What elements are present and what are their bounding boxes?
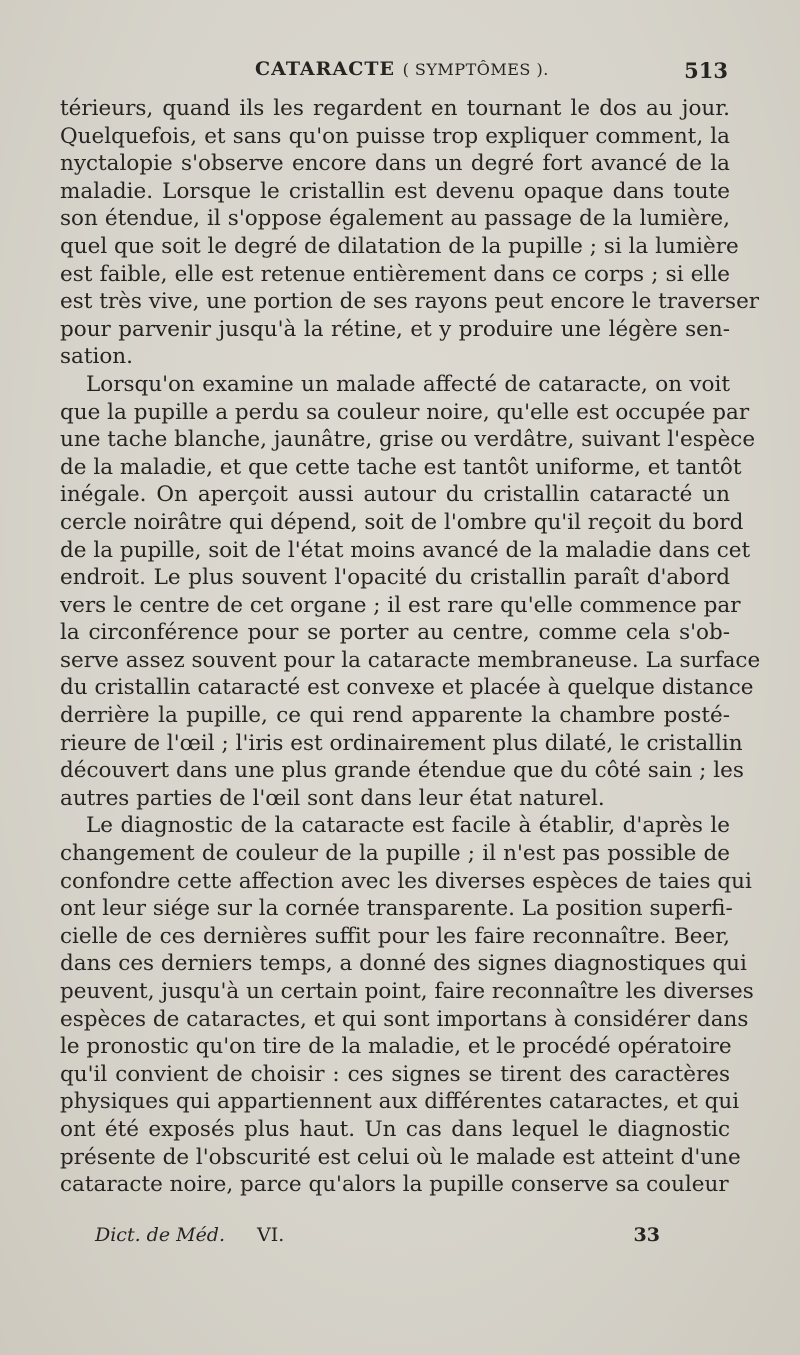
text-line: Quelquefois, et sans qu'on puisse trop expliquer comment, la (60, 123, 730, 149)
running-subtitle: ( SYMPTÔMES ). (402, 60, 549, 79)
text-line: cercle noirâtre qui dépend, soit de l'ombre qu'il reçoit du bord (60, 509, 744, 535)
text-line: découvert dans une plus grande étendue que du côté sain ; les (60, 758, 744, 784)
text-line: peuvent, jusqu'à un certain point, faire reconnaître les diverses (60, 979, 754, 1004)
text-line: maladie. Lorsque le cristallin est devenu opaque dans toute (60, 178, 730, 204)
text-line: nyctalopie s'observe encore dans un degré fort avancé de la (60, 151, 730, 177)
text-line: dans ces derniers temps, a donné des signes diagnostiques qui (60, 951, 747, 977)
paragraph (60, 371, 761, 813)
text-line: inégale. On aperçoit aussi autour du cristallin cataracté un (60, 482, 730, 508)
text-line: physiques qui appartiennent aux différentes cataractes, et qui (60, 1089, 740, 1115)
body-text (60, 95, 761, 1199)
text-line: ont leur siége sur la cornée transparente. La position superfi- (60, 896, 733, 922)
signature-sheet-number: 33 (633, 1224, 660, 1246)
page-footer (95, 1224, 660, 1252)
text-line: Lorsqu'on examine un malade affecté de cataracte, on voit (86, 371, 730, 397)
page-header (60, 58, 726, 92)
text-line: du cristallin cataracté est convexe et placée à quelque distance (60, 675, 754, 701)
text-line: derrière la pupille, ce qui rend apparente la chambre posté- (60, 703, 730, 729)
text-line: cielle de ces dernières suffit pour les faire reconnaître. Beer, (60, 923, 730, 949)
text-line: est très vive, une portion de ses rayons peut encore le traverser (60, 289, 760, 315)
text-line: une tache blanche, jaunâtre, grise ou verdâtre, suivant l'espèce (60, 427, 756, 453)
text-line: espèces de cataractes, et qui sont importans à considérer dans (60, 1006, 749, 1032)
text-line: cataracte noire, parce qu'alors la pupille conserve sa couleur (60, 1172, 729, 1198)
text-line: son étendue, il s'oppose également au passage de la lumière, (60, 206, 730, 232)
text-line: rieure de l'œil ; l'iris est ordinairement plus dilaté, le cristallin (60, 730, 743, 756)
running-head (255, 58, 549, 80)
paragraph (60, 812, 754, 1198)
text-line: présente de l'obscurité est celui où le malade est atteint d'une (60, 1144, 741, 1170)
text-line: serve assez souvent pour la cataracte membraneuse. La surface (60, 647, 761, 673)
page-number: 513 (684, 58, 728, 83)
text-line: térieurs, quand ils les regardent en tournant le dos au jour. (60, 96, 730, 121)
signature-volume: VI. (257, 1224, 285, 1246)
text-line: Le diagnostic de la cataracte est facile à établir, d'après le (86, 813, 730, 839)
text-line: changement de couleur de la pupille ; il n'est pas possible de (60, 841, 730, 867)
text-line: de la maladie, et que cette tache est tantôt uniforme, et tantôt (60, 454, 742, 480)
text-line: pour parvenir jusqu'à la rétine, et y produire une légère sen- (60, 316, 730, 342)
text-line: qu'il convient de choisir : ces signes se tirent des caractères (60, 1061, 730, 1087)
text-line: est faible, elle est retenue entièrement dans ce corps ; si elle (60, 261, 730, 287)
text-line: confondre cette affection avec les diverses espèces de taies qui (60, 868, 752, 894)
text-line: quel que soit le degré de dilatation de la pupille ; si la lumière (60, 233, 739, 259)
text-line: endroit. Le plus souvent l'opacité du cristallin paraît d'abord (60, 565, 730, 591)
text-line: que la pupille a perdu sa couleur noire, qu'elle est occupée par (60, 399, 750, 425)
text-line: autres parties de l'œil sont dans leur état naturel. (60, 785, 605, 811)
signature-title: Dict. de Méd. (95, 1224, 226, 1246)
text-line: la circonférence pour se porter au centre, comme cela s'ob- (60, 620, 730, 646)
text-line: le pronostic qu'on tire de la maladie, et le procédé opératoire (60, 1034, 732, 1060)
text-line: ont été exposés plus haut. Un cas dans lequel le diagnostic (60, 1116, 730, 1142)
paragraph (60, 95, 760, 371)
running-title: CATARACTE (255, 58, 395, 80)
text-line: sation. (60, 344, 133, 370)
text-line: de la pupille, soit de l'état moins avancé de la maladie dans cet (60, 537, 751, 563)
text-line: vers le centre de cet organe ; il est rare qu'elle commence par (60, 592, 741, 618)
